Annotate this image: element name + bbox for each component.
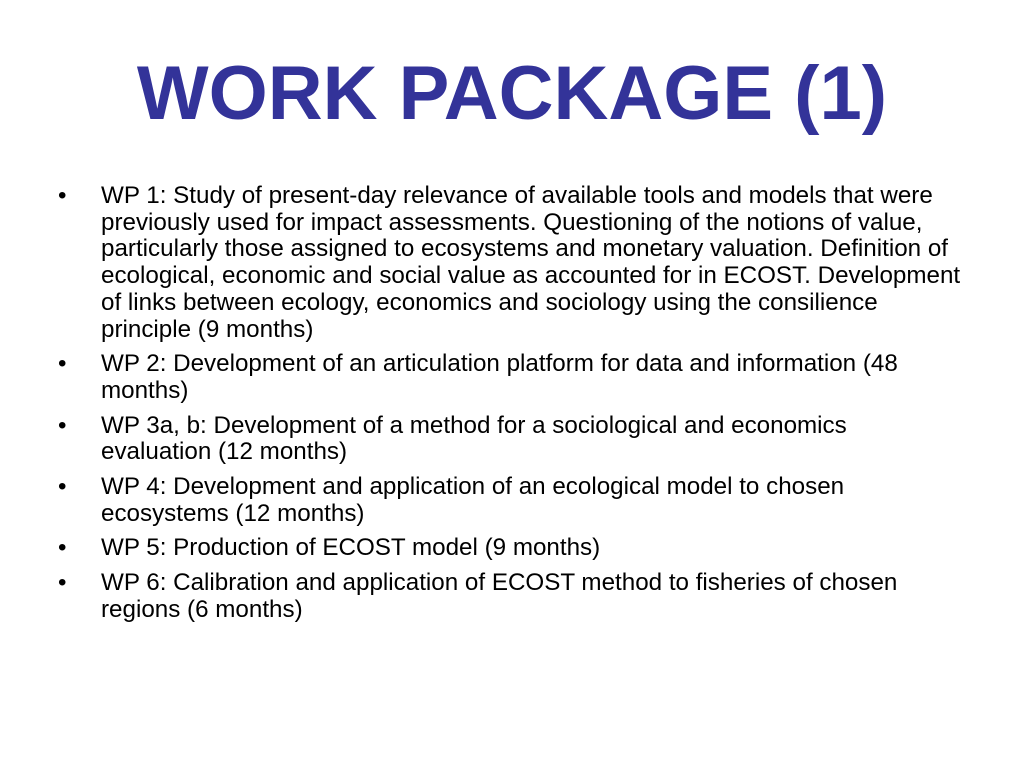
- bullet-item-wp6: [58, 570, 963, 623]
- bullet-list: [58, 183, 963, 632]
- bullet-item-wp2: [58, 351, 963, 404]
- bullet-text: WP 5: Production of ECOST model (9 months): [101, 534, 601, 562]
- bullet-icon: •: [58, 569, 67, 597]
- bullet-item-wp1: [58, 183, 963, 343]
- bullet-icon: •: [58, 350, 67, 378]
- bullet-text: WP 2: Development of an articulation platform for data and information (48 months): [101, 350, 898, 404]
- bullet-item-wp4: [58, 474, 963, 527]
- bullet-item-wp3: [58, 413, 963, 466]
- bullet-text: WP 4: Development and application of an ecological model to chosen ecosystems (12 months): [101, 473, 845, 527]
- bullet-item-wp5: [58, 535, 963, 562]
- bullet-text: WP 3a, b: Development of a method for a sociological and economics evaluation (12 months): [101, 411, 847, 466]
- bullet-icon: •: [58, 534, 67, 562]
- bullet-icon: •: [58, 411, 67, 439]
- bullet-icon: •: [58, 473, 67, 501]
- slide-title: WORK PACKAGE (1): [136, 51, 888, 136]
- bullet-icon: •: [58, 182, 67, 209]
- bullet-text: WP 6: Calibration and application of ECOST method to fisheries of chosen regions (6 months): [101, 569, 898, 623]
- bullet-text: WP 1: Study of present-day relevance of available tools and models that were previously used for impact assessments. Questioning of the notions of value, particularly those assigned to ecosystems and monetary valuation. Definition of ecological, economic and social value as accounted for in ECOST. Development of links between ecology, economics and sociology using the consilience principle (9 months): [101, 182, 961, 343]
